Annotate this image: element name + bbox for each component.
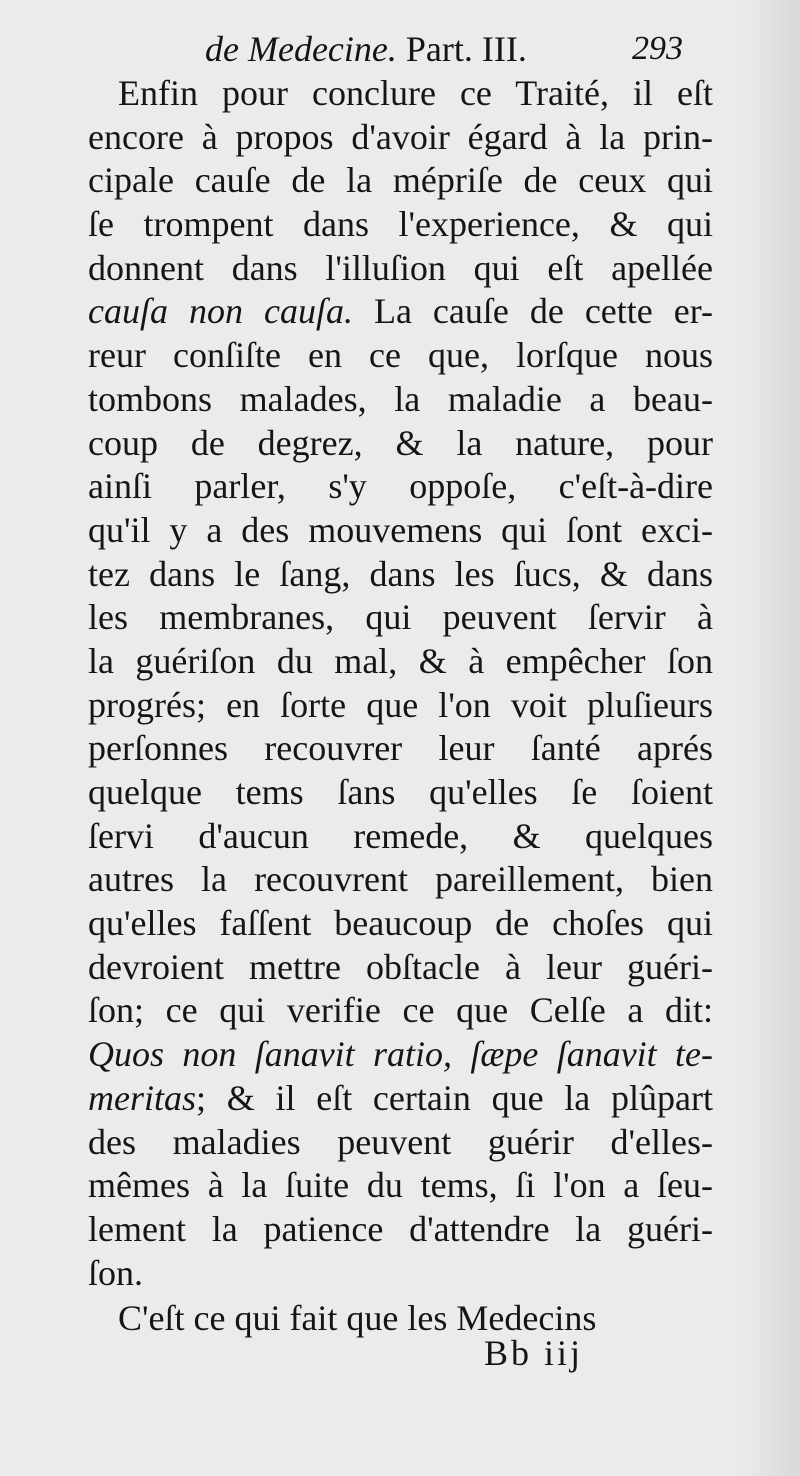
text-line: ſon. — [88, 1252, 144, 1293]
text-line: encore à propos d'avoir égard à la prin- — [88, 116, 713, 157]
text-line: les membranes, qui peuvent ſervir à — [88, 597, 713, 638]
text-line: tez dans le ſang, dans les ſucs, & dans — [88, 553, 713, 594]
italic-text: Quos non ſanavit ratio, ſæpe ſanavit te- — [88, 1034, 713, 1075]
text-line: ſervi d'aucun remede, & quelques — [88, 815, 713, 856]
text-line: mêmes à la ſuite du tems, ſi l'on a ſeu- — [88, 1165, 713, 1206]
italic-text: meritas — [88, 1077, 196, 1118]
text-line: cipale cauſe de la mépriſe de ceux qui — [88, 160, 713, 201]
running-title-roman: Part. III. — [396, 29, 527, 69]
running-title-italic: de Medecine. — [205, 29, 397, 69]
running-title — [205, 26, 527, 72]
paragraph-1 — [88, 72, 713, 1295]
text-line: quelque tems ſans qu'elles ſe ſoient — [88, 772, 713, 812]
page-number: 293 — [632, 30, 683, 67]
text-line: ainſi parler, s'y oppoſe, c'eſt-à-dire — [88, 466, 713, 507]
page-edge-shadow — [740, 0, 800, 1476]
text-line: donnent dans l'illuſion qui eſt apellée — [88, 247, 713, 288]
text-line: Enfin pour conclure ce Traité, il eſt — [118, 73, 713, 113]
text-line: ſon; ce qui verifie ce que Celſe a dit: — [88, 990, 713, 1031]
text-line: perſonnes recouvrer leur ſanté aprés — [88, 728, 713, 769]
text-line: lement la patience d'attendre la guéri- — [88, 1208, 713, 1249]
text-line: qu'il y a des mouvemens qui ſont exci- — [88, 509, 713, 550]
text-line — [88, 1077, 713, 1121]
text-line: ſe trompent dans l'experience, & qui — [88, 204, 713, 245]
running-header — [0, 26, 800, 72]
text-line: devroient mettre obſtacle à leur guéri- — [88, 946, 713, 987]
text-line — [88, 290, 713, 334]
text-line: qu'elles faſſent beaucoup de choſes qui — [88, 903, 713, 944]
signature-catchword: Bb iij — [484, 1333, 584, 1373]
roman-text: ; & il eſt certain que la plûpart — [196, 1077, 713, 1118]
text-line: tombons malades, la maladie a beau- — [88, 378, 713, 419]
roman-text: La cauſe de cette er- — [352, 291, 713, 332]
text-line: progrés; en ſorte que l'on voit pluſieurs — [88, 684, 713, 725]
text-line: la guériſon du mal, & à empêcher ſon — [88, 640, 713, 681]
text-line: des maladies peuvent guérir d'elles- — [88, 1121, 713, 1162]
text-line: autres la recouvrent pareillement, bien — [88, 859, 713, 900]
body-text — [88, 72, 713, 1341]
text-line: C'eſt ce qui fait que les Medecins — [118, 1298, 597, 1339]
paragraph-2 — [88, 1297, 713, 1341]
text-line: coup de degrez, & la nature, pour — [88, 422, 713, 463]
text-line: reur conſiſte en ce que, lorſque nous — [88, 335, 713, 376]
italic-text: cauſa non cauſa. — [88, 291, 353, 332]
text-line — [88, 1033, 713, 1077]
